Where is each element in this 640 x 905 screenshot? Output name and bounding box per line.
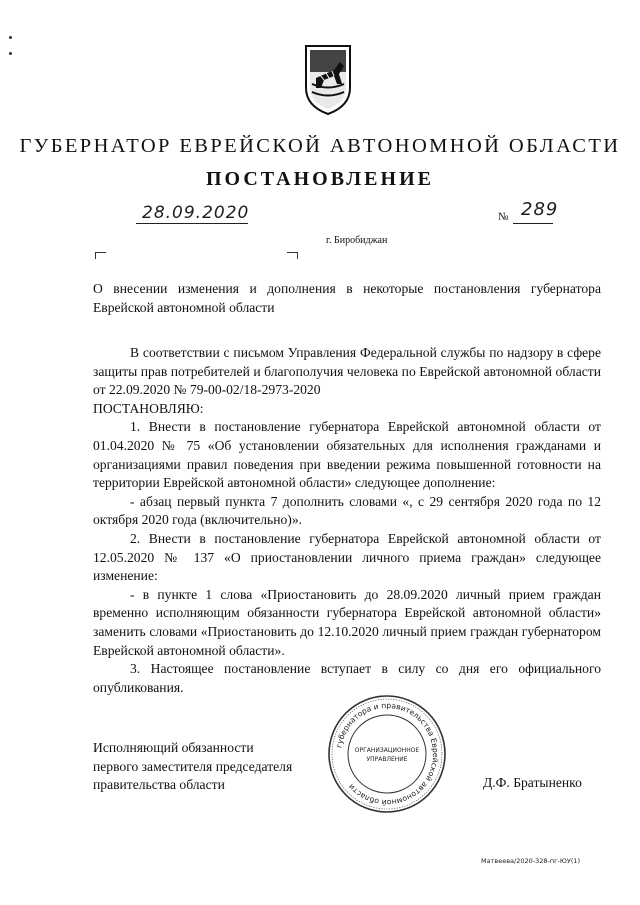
subject-bracket-left [95, 252, 106, 259]
governor-title: ГУБЕРНАТОР ЕВРЕЙСКОЙ АВТОНОМНОЙ ОБЛАСТИ [19, 135, 621, 157]
item-1-paragraph: 1. Внести в постановление губернатора Еврейской автономной области от 01.04.2020 № 75 «Об установлении обязательных для исполнения гражданами и организациями правил поведения при введении режима повышенной готовности на территории Еврейской автономной области» следующее дополнение: [93, 419, 601, 491]
city-name: г. Биробиджан [326, 235, 388, 246]
item-3-paragraph: 3. Настоящее постановление вступает в силу со дня его официального опубликования. [93, 661, 601, 695]
stamp-ring-text: губернатора и правительства Еврейской автономной области [334, 700, 441, 808]
position-line: Исполняющий обязанности [93, 740, 254, 755]
date-underline [136, 223, 248, 224]
signatory-name: Д.Ф. Братыненко [483, 775, 582, 790]
item-2-subparagraph: - в пункте 1 слова «Приостановить до 28.09.2020 личный прием граждан временно исполняющим обязанности губернатора Еврейской автономной области» заменить словами «Приостановить до 12.10.2020 личный прием граждан губернатором Еврейской автономной области». [93, 586, 601, 658]
official-stamp [326, 693, 448, 815]
position-line: первого заместителя председателя [93, 758, 293, 774]
preamble-paragraph: В соответствии с письмом Управления Федеральной службы по надзору в сфере защиты прав потребителей и благополучия человека по Еврейской автономной области от 22.09.2020 № 79-00-02/18-2973-2020 [93, 345, 601, 398]
stamp-center-line: ОРГАНИЗАЦИОННОЕ [354, 747, 420, 754]
number-label: № [498, 211, 509, 223]
margin-dot [9, 52, 12, 55]
number-underline [513, 223, 553, 224]
item-2-paragraph: 2. Внести в постановление губернатора Еврейской автономной области от 12.05.2020 № 137 «О приостановлении личного приема граждан» следующее изменение: [93, 530, 601, 584]
document-date: 28.09.2020 [142, 203, 250, 223]
margin-dot [9, 36, 12, 39]
document-subject: О внесении изменения и дополнения в некоторые постановления губернатора Еврейской автономной области [93, 281, 601, 315]
document-type: ПОСТАНОВЛЕНИЕ [206, 168, 434, 190]
subject-bracket-right [287, 252, 298, 259]
document-body [93, 344, 601, 697]
document-number: 289 [521, 199, 559, 220]
coat-of-arms-emblem [304, 44, 352, 116]
footer-reference: Матвеева/2020-328-пг-ЮУ(1) [481, 857, 581, 865]
stamp-center-line: УПРАВЛЕНИЕ [366, 756, 408, 763]
svg-text:губернатора и правительства Ев [334, 701, 440, 807]
decree-word: ПОСТАНОВЛЯЮ: [93, 400, 204, 416]
signatory-position [93, 739, 292, 795]
item-1-subparagraph: - абзац первый пункта 7 дополнить словами «, с 29 сентября 2020 года по 12 октября 2020 года (включительно)». [93, 493, 601, 528]
position-line: правительства области [93, 777, 225, 793]
